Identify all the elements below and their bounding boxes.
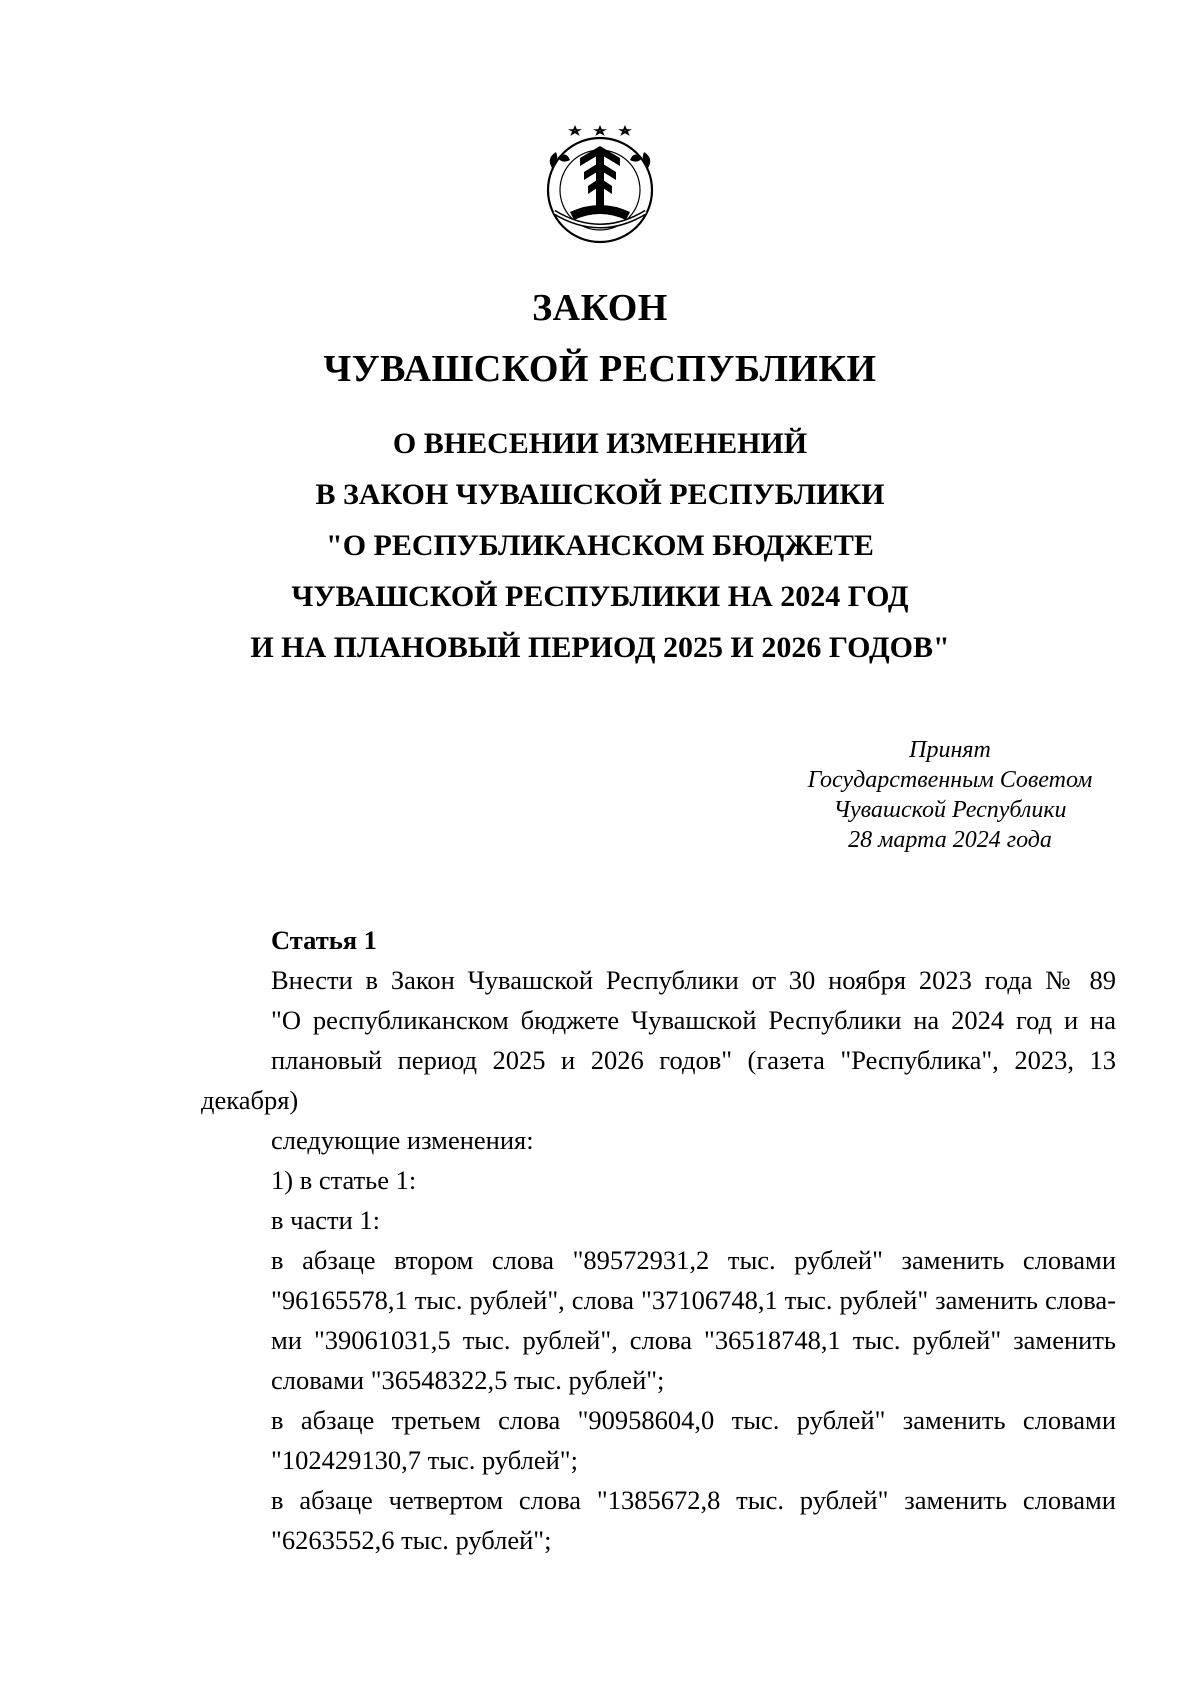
text-line: словами "36548322,5 тыс. рублей";: [271, 1365, 665, 1395]
text-line: "102429130,7 тыс. рублей";: [271, 1445, 578, 1475]
paragraph-third: [201, 1400, 1116, 1480]
law-subject-title: [0, 418, 1200, 673]
text-line: "96165578,1 тыс. рублей", слова "37106748,1 тыс. рублей" заменить слова-: [271, 1285, 1116, 1315]
text-line: плановый период 2025 и 2026 годов" (газета "Республика", 2023, 13 декабря): [201, 1045, 1116, 1115]
part-1: в части 1:: [271, 1205, 380, 1235]
article-heading: Статья 1: [271, 925, 377, 955]
adoption-note: [760, 735, 1140, 855]
subject-line: "О РЕСПУБЛИКАНСКОМ БЮДЖЕТЕ: [326, 529, 874, 562]
subject-line: ЧУВАШСКОЙ РЕСПУБЛИКИ НА 2024 ГОД: [291, 580, 909, 613]
text-line: в абзаце третьем слова "90958604,0 тыс. рублей" заменить словами: [271, 1405, 1116, 1435]
subject-line: В ЗАКОН ЧУВАШСКОЙ РЕСПУБЛИКИ: [315, 478, 885, 511]
intro-paragraph: [201, 960, 1116, 1160]
adoption-line: Чувашской Республики: [833, 797, 1067, 823]
emblem-icon: [535, 118, 665, 248]
law-title-line2: ЧУВАШСКОЙ РЕСПУБЛИКИ: [323, 348, 877, 390]
text-line: "6263552,6 тыс. рублей";: [271, 1525, 552, 1555]
adoption-line: Принят: [909, 737, 991, 763]
subject-line: И НА ПЛАНОВЫЙ ПЕРИОД 2025 И 2026 ГОДОВ": [250, 631, 950, 664]
document-body: [201, 920, 1116, 1560]
text-line: Внести в Закон Чувашской Республики от 30 ноября 2023 года № 89: [271, 965, 1116, 995]
text-line: следующие изменения:: [271, 1125, 534, 1155]
adoption-date: 28 марта 2024 года: [848, 827, 1052, 853]
text-line: ми "39061031,5 тыс. рублей", слова "36518748,1 тыс. рублей" заменить: [271, 1325, 1116, 1355]
law-title-line1: ЗАКОН: [532, 287, 668, 329]
paragraph-second: [201, 1240, 1116, 1400]
text-line: в абзаце втором слова "89572931,2 тыс. рублей" заменить словами: [271, 1245, 1116, 1275]
text-line: "О республиканском бюджете Чувашской Республики на 2024 год и на: [271, 1005, 1116, 1035]
item-1: 1) в статье 1:: [271, 1165, 417, 1195]
law-title: [0, 278, 1200, 400]
text-line: в абзаце четвертом слова "1385672,8 тыс. рублей" заменить словами: [271, 1485, 1116, 1515]
adoption-line: Государственным Советом: [807, 767, 1093, 793]
paragraph-fourth: [201, 1480, 1116, 1560]
subject-line: О ВНЕСЕНИИ ИЗМЕНЕНИЙ: [392, 427, 808, 460]
